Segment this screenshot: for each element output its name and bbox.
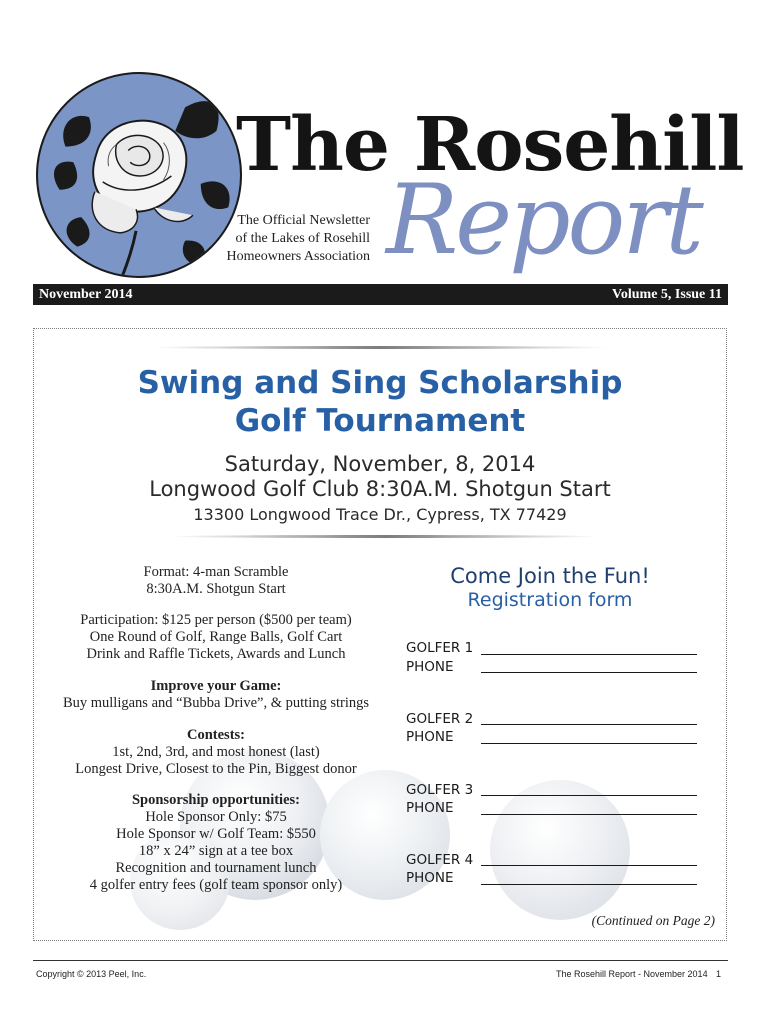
subtitle-line: Homeowners Association [226,249,370,264]
phone-1-field[interactable] [481,672,697,673]
report-wordmark: Report [386,164,701,276]
issue-banner [33,284,728,305]
sponsorship-heading: Sponsorship opportunities: [131,792,300,808]
improve-heading: Improve your Game: [150,678,282,694]
sponsorship-line: Hole Sponsor w/ Golf Team: $550 [116,826,316,842]
event-address: 13300 Longwood Trace Dr., Cypress, TX 77429 [193,505,567,524]
sponsorship-line: 4 golfer entry fees (golf team sponsor only) [89,877,343,893]
format-block [50,564,382,598]
page-number: 1 [716,969,722,979]
newsletter-subtitle [200,212,370,266]
headline-line: Golf Tournament [234,403,526,439]
sponsorship-line: 18” x 24” sign at a tee box [138,843,294,859]
contests-heading: Contests: [187,727,245,743]
participation-block [50,612,382,663]
participation-line: Drink and Raffle Tickets, Awards and Lunch [86,646,346,662]
continued-note: (Continued on Page 2) [591,913,715,928]
subtitle-line: The Official Newsletter [237,213,370,228]
sponsorship-line: Recognition and tournament lunch [115,860,317,876]
event-date: Saturday, November, 8, 2014 [224,452,536,476]
copyright-text: Copyright © 2013 Peel, Inc. [36,969,147,979]
volume-issue: Volume 5, Issue 11 [612,287,722,302]
participation-line: Participation: $125 per person ($500 per team) [80,612,352,628]
footer-publication: The Rosehill Report - November 2014 [556,969,708,979]
format-line: 8:30A.M. Shotgun Start [146,581,286,597]
participation-line: One Round of Golf, Range Balls, Golf Cart [89,629,343,645]
golfer-4-label: GOLFER 4 [406,852,474,868]
event-venue: Longwood Golf Club 8:30A.M. Shotgun Start [149,477,611,501]
golfer-2-label: GOLFER 2 [406,711,474,727]
contests-line: 1st, 2nd, 3rd, and most honest (last) [112,744,320,760]
golfer-1-field[interactable] [481,654,697,655]
registration-subtitle: Registration form [467,589,633,611]
phone-2-field[interactable] [481,743,697,744]
phone-2-label: PHONE [406,729,454,745]
footer-rule [33,960,728,961]
registration-title: Come Join the Fun! [450,564,650,588]
golfer-4-field[interactable] [481,865,697,866]
golfer-2-field[interactable] [481,724,697,725]
contests-line: Longest Drive, Closest to the Pin, Biggest donor [75,761,357,777]
sponsorship-block [50,792,382,894]
event-headline [40,364,720,440]
newsletter-title: The Rosehill [236,102,744,188]
golfer-1-label: GOLFER 1 [406,640,474,656]
improve-block [50,678,382,712]
subtitle-line: of the Lakes of Rosehill [235,231,370,246]
phone-3-label: PHONE [406,800,454,816]
phone-1-label: PHONE [406,659,454,675]
divider-swoosh [150,346,610,349]
format-line: Format: 4-man Scramble [143,564,289,580]
issue-date: November 2014 [39,287,133,302]
phone-4-field[interactable] [481,884,697,885]
sponsorship-line: Hole Sponsor Only: $75 [145,809,287,825]
improve-text: Buy mulligans and “Bubba Drive”, & putting strings [62,695,370,711]
golfer-3-label: GOLFER 3 [406,782,474,798]
contests-block [50,727,382,778]
golfer-3-field[interactable] [481,795,697,796]
divider-swoosh [170,535,600,538]
phone-4-label: PHONE [406,870,454,886]
headline-line: Swing and Sing Scholarship [137,365,623,401]
phone-3-field[interactable] [481,814,697,815]
